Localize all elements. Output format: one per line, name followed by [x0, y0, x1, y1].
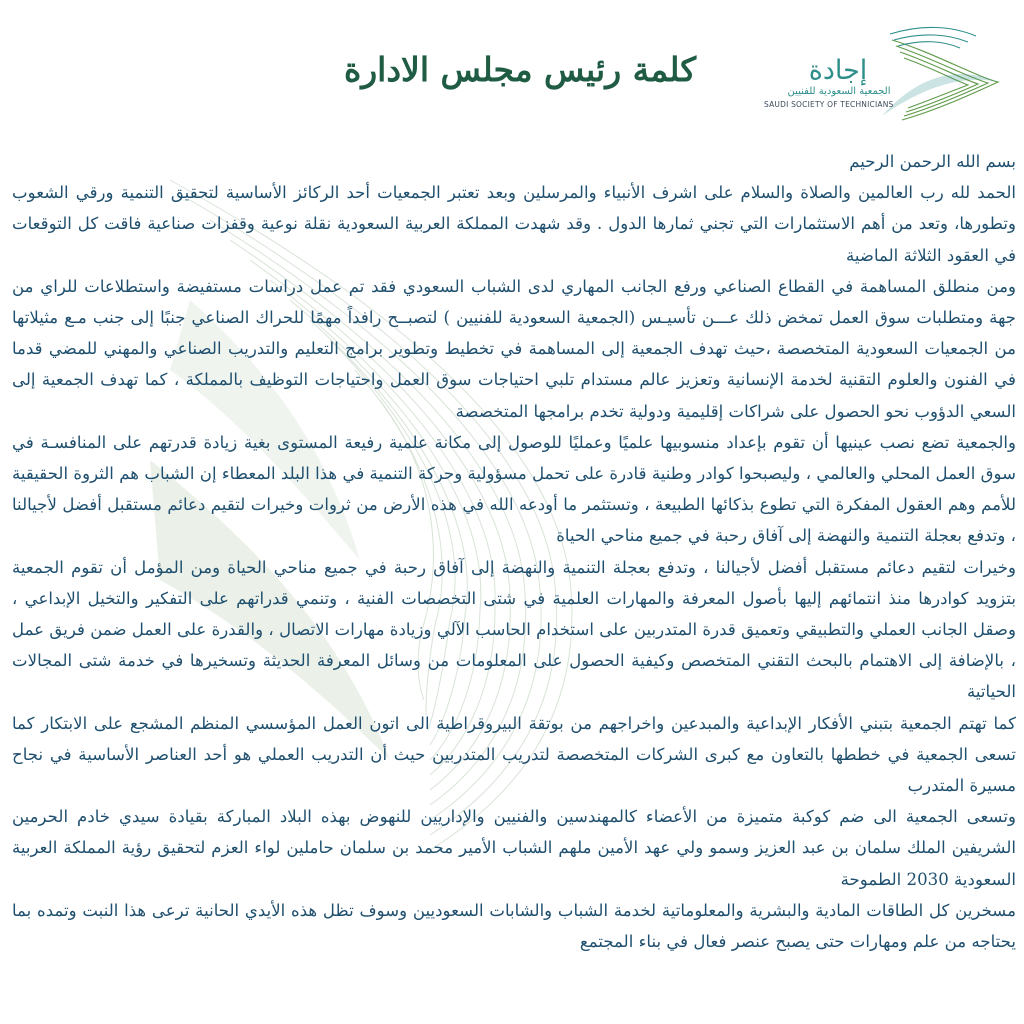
paragraph-founding: ومن منطلق المساهمة في القطاع الصناعي ورفع الجانب المهاري لدى الشباب السعودي فقد تم عمل دراسات مستفيضة واستطلاعات للراي من جهة ومتطلبات سوق العمل تمخض ذلك عـــن تأسيـس (الجمعية السعودية للفنيين ) لتصبــح رافداً مهمًا للحراك الصناعي جنبًا إلى جنب مـع مثيلاتها من الجمعيات السعودية المتخصصة ،حيث تهدف الجمعية إلى المساهمة في تخطيط وتطوير برامج التعليم والتدريب الصناعي والمهني للمضي قدما في الفنون والعلوم التقنية لخدمة الإنسانية وتعزيز عالم مستدام تلبي احتياجات سوق العمل واحتياجات التوظيف بالمملكة ، كما تهدف الجمعية إلى السعي الدؤوب نحو الحصول على شراكات إقليمية ودولية تخدم برامجها المتخصصة	[12, 276, 1016, 421]
logo-name-arabic: إجادة	[808, 55, 868, 86]
logo-name-english: SAUDI SOCIETY OF TECHNICIANS	[764, 100, 894, 109]
paragraph-members: وتسعى الجمعية الى ضم كوكبة متميزة من الأعضاء كالمهندسين والفنيين والإداريين للنهوض بهذه البلاد المباركة بقيادة سيدي خادم الحرمين الشريفين الملك سلمان بن عبد العزيز وسمو ولي عهد الأمين ملهم الشباب الأمير محمد بن سلمان حاملين لواء العزم لتحقيق رؤية المملكة العربية السعودية 2030 الطموحة	[12, 807, 1016, 889]
paragraph-innovation: كما تهتم الجمعية بتبني الأفكار الإبداعية والمبدعين واخراجهم من بوتقة البيروقراطية الى اتون العمل المؤسسي المنظم المشجع على الابتكار كما تسعى الجمعية في خططها بالتعاون مع كبرى الشركات المتخصصة لتدريب المتدربين حيث أن التدريب العملي هو أحد العناصر الأساسية في نجاح مسيرة المتدرب	[12, 713, 1016, 796]
logo-subtitle-arabic: الجمعية السعودية للفنيين	[787, 86, 891, 97]
page-header	[0, 18, 1024, 128]
page-title: كلمة رئيس مجلس الادارة	[343, 50, 697, 89]
paragraph-closing: مسخرين كل الطاقات المادية والبشرية والمعلوماتية لخدمة الشباب والشابات السعوديين وسوف تظل هذه الأيدي الحانية ترعى هذا النبت وتمده بما يحتاجه من علم ومهارات حتى يصبح عنصر فعال في بناء المجتمع	[12, 900, 1016, 952]
paragraph-introduction: الحمد لله رب العالمين والصلاة والسلام على اشرف الأنبياء والمرسلين وبعد تعتبر الجمعيات أحد الركائز الأساسية لتحقيق التنمية ورقي الشعوب وتطورها، وتعد من أهم الاستثمارات التي تجني ثمارها الدول . وقد شهدت المملكة العربية السعودية نقلة نوعية وقفزات صناعية فاقت كل التوقعات في العقود الثلاثة الماضية	[12, 183, 1016, 265]
society-logo	[762, 22, 1002, 122]
paragraph-preparation: والجمعية تضع نصب عينيها أن تقوم بإعداد منسوبيها علميًا وعمليًا للوصول إلى مكانة علمية رفيعة المستوى بغية زيادة قدرتهم على المنافسـة في سوق العمل المحلي والعالمي ، وليصبحوا كوادر وطنية قادرة على تحمل مسؤولية وحركة التنمية في هذا البلد المعطاء إن الشباب هم الثروة الحقيقية للأمم وهم العقول المفكرة التي تطوع بذكائها الطبيعة ، وتستثمر ما أودعه الله في هذه الأرض من ثروات وخيرات لتقيم دعائم مستقبل أفضل لأجيالنا ، وتدفع بعجلة التنمية والنهضة إلى آفاق رحبة في جميع مناحي الحياة	[12, 432, 1016, 546]
paragraph-skills: وخيرات لتقيم دعائم مستقبل أفضل لأجيالنا ، وتدفع بعجلة التنمية والنهضة إلى آفاق رحبة في جميع مناحي الحياة ومن المؤمل أن تقوم الجمعية بتزويد كوادرها منذ انتمائهم إليها بأصول المعرفة والمهارات العلمية في شتى التخصصات الفنية ، وتنمي قدراتهم على التفكير والتخيل الإبداعي ، وصقل الجانب العملي والتطبيقي وتعميق قدرة المتدربين على استخدام الحاسب الآلي وزيادة مهارات الاتصال ، والقدرة على العمل ضمن فريق عمل ، بالإضافة إلى الاهتمام بالبحث التقني المتخصص وكيفية الحصول على المعلومات من وسائل المعرفة الحديثة وتسخيرها في خدمة شتى المجالات الحياتية	[12, 557, 1016, 702]
chairman-message-body	[12, 146, 1016, 957]
paragraph-basmala: بسم الله الرحمن الرحيم	[849, 152, 1016, 171]
